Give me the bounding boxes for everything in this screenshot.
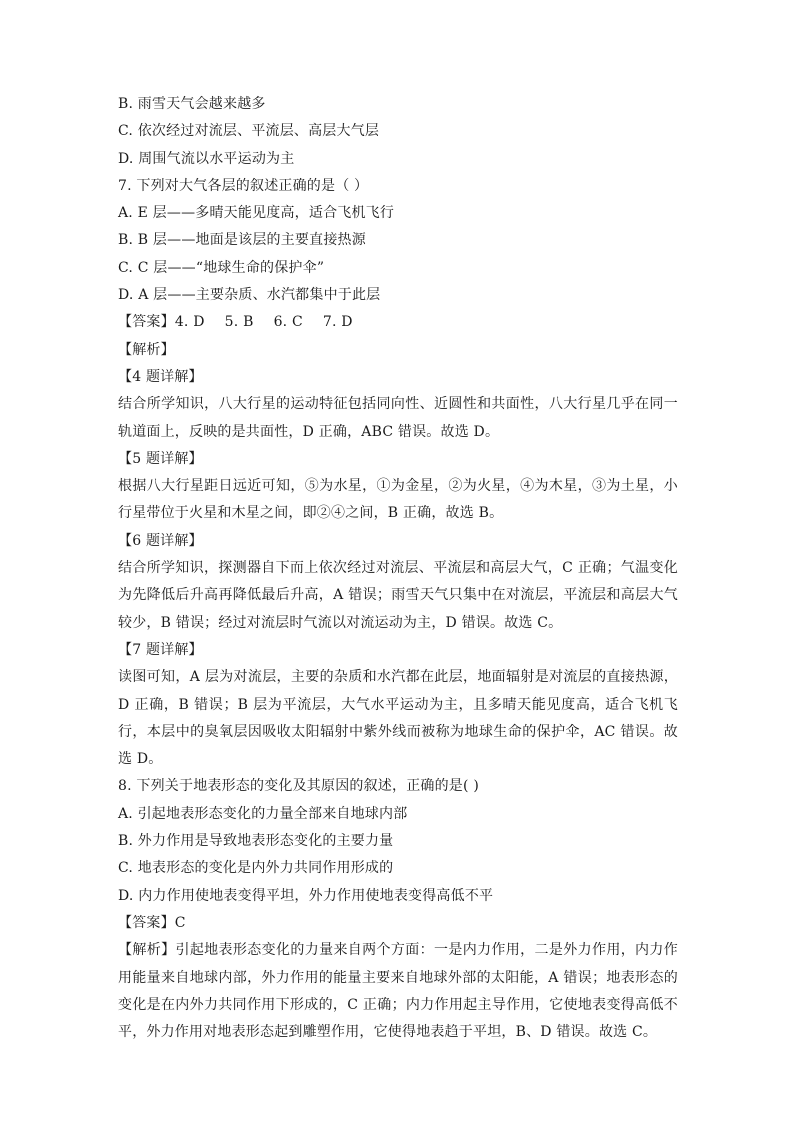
- detail-7-title: 【7 题详解】: [118, 641, 203, 658]
- q8-stem: 8. 下列关于地表形态的变化及其原因的叙述，正确的是( ): [118, 778, 479, 795]
- answer-item-5: 5. B: [224, 314, 254, 331]
- detail-6-text: 结合所学知识，探测器自下而上依次经过对流层、平流层和高层大气，C 正确；气温变化为先降低后升高再降低最后升高，A 错误；雨雪天气只集中在对流层，平流层和高层大气较少，B 错误；经过对流层时气流以对流运动为主，D 错误。故选 C。: [118, 560, 678, 631]
- q8-analysis-text: 引起地表形态变化的力量来自两个方面：一是内力作用，二是外力作用，内力作用能量来自地球内部，外力作用的能量主要来自地球外部的太阳能，A 错误；地表形态的变化是在内外力共同作用下形成的，C 正确；内力作用起主导作用，它使地表变得高低不平，外力作用对地表形态起到雕塑作用，它使得地表趋于平坦，B、D 错误。故选 C。: [118, 942, 678, 1041]
- document-page: [118, 91, 678, 1046]
- analysis-label: 【解析】: [118, 341, 175, 358]
- q6-option-c: C. 依次经过对流层、平流层、高层大气层: [118, 123, 380, 140]
- answer-label: 【答案】: [118, 314, 175, 331]
- answer-line: [118, 309, 678, 336]
- q8-option-a: A. 引起地表形态变化的力量全部来自地球内部: [118, 805, 408, 822]
- q7-option-d: D. A 层——主要杂质、水汽都集中于此层: [118, 287, 381, 304]
- q7-option-b: B. B 层——地面是该层的主要直接热源: [118, 232, 366, 249]
- answer-item-6: 6. C: [273, 314, 303, 331]
- detail-4-text: 结合所学知识，八大行星的运动特征包括同向性、近圆性和共面性，八大行星几乎在同一轨道面上，反映的是共面性，D 正确，ABC 错误。故选 D。: [118, 396, 678, 440]
- q8-option-d: D. 内力作用使地表变得平坦，外力作用使地表变得高低不平: [118, 887, 494, 904]
- q6-option-d: D. 周围气流以水平运动为主: [118, 150, 295, 167]
- q7-option-c: C. C 层——“地球生命的保护伞”: [118, 259, 325, 276]
- q8-option-c: C. 地表形态的变化是内外力共同作用形成的: [118, 860, 394, 877]
- q8-analysis-label: 【解析】: [118, 942, 176, 959]
- q7-stem: 7. 下列对大气各层的叙述正确的是（ ）: [118, 177, 369, 194]
- detail-5-text: 根据八大行星距日远近可知，⑤为水星，①为金星，②为火星，④为木星，③为土星，小行星带位于火星和木星之间，即②④之间，B 正确，故选 B。: [118, 478, 678, 522]
- q7-option-a: A. E 层——多晴天能见度高，适合飞机飞行: [118, 205, 395, 222]
- q8-answer: 【答案】C: [118, 914, 186, 931]
- q6-option-b: B. 雨雪天气会越来越多: [118, 96, 266, 112]
- detail-7-text: 读图可知，A 层为对流层，主要的杂质和水汽都在此层，地面辐射是对流层的直接热源，D 正确，B 错误；B 层为平流层，大气水平运动为主，且多晴天能见度高，适合飞机飞行，本层中的臭氧层因吸收太阳辐射中紫外线而被称为地球生命的保护伞，AC 错误。故选 D。: [118, 669, 678, 768]
- detail-4-title: 【4 题详解】: [118, 368, 203, 385]
- detail-5-title: 【5 题详解】: [118, 450, 203, 467]
- q8-analysis: [118, 937, 678, 1046]
- answer-item-7: 7. D: [322, 314, 353, 331]
- answer-item-4: 4. D: [174, 314, 205, 331]
- q8-option-b: B. 外力作用是导致地表形态变化的主要力量: [118, 833, 394, 850]
- detail-6-title: 【6 题详解】: [118, 532, 203, 549]
